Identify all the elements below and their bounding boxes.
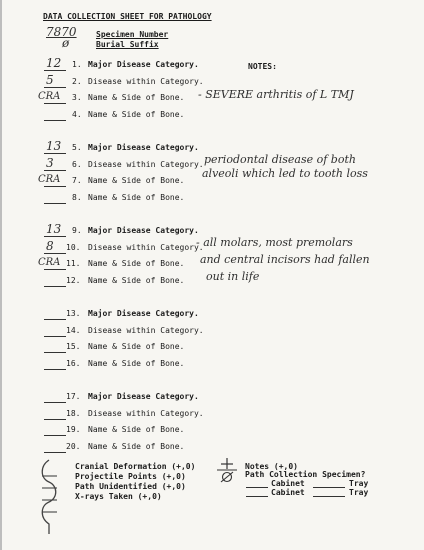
burial-suffix-value: ø <box>62 36 70 50</box>
projectile-points-label: Projectile Points (+,0) <box>75 472 186 481</box>
entry-line <box>44 120 66 121</box>
item-number: 19. <box>66 425 81 434</box>
entry-value: 13 <box>46 222 62 236</box>
item-number: 17. <box>66 392 81 401</box>
item-label: Name & Side of Bone. <box>88 358 185 368</box>
item-number: 4. <box>72 109 82 119</box>
item-number: 18. <box>66 408 81 418</box>
sheet-title: DATA COLLECTION SHEET FOR PATHOLOGY <box>43 12 212 21</box>
item-number: 8. <box>72 192 82 202</box>
item-number: 10. <box>66 242 81 252</box>
entry-value: CRA <box>38 174 61 185</box>
entry-value: 13 <box>46 139 62 153</box>
notes-flag-mark <box>215 456 239 484</box>
entry-line <box>44 452 66 453</box>
notes-header: NOTES: <box>248 62 277 71</box>
item-number: 11. <box>66 259 81 268</box>
item-label: Name & Side of Bone. <box>88 342 185 351</box>
handwritten-note: alveoli which led to tooth loss <box>202 167 368 180</box>
entry-line <box>44 369 66 370</box>
cabinet-blank-2 <box>246 496 268 497</box>
entry-line <box>44 402 66 403</box>
handwritten-note: and central incisors had fallen <box>200 253 370 266</box>
item-label: Disease within Category. <box>88 325 204 335</box>
cranial-deformation-label: Cranial Deformation (+,0) <box>75 462 196 471</box>
item-label: Major Disease Category. <box>88 60 199 69</box>
item-label: Major Disease Category. <box>88 392 199 401</box>
notes-flag-label: Notes (+,0) <box>245 462 298 471</box>
entry-line <box>44 352 66 353</box>
item-number: 6. <box>72 159 82 169</box>
cabinet-blank-1 <box>246 487 268 488</box>
handwritten-note: - all molars, most premolars <box>196 236 353 249</box>
entry-value: CRA <box>38 91 61 102</box>
entry-value: 5 <box>46 72 54 87</box>
item-label: Name & Side of Bone. <box>88 176 185 185</box>
entry-line <box>44 186 66 187</box>
entry-value: 8 <box>46 238 54 253</box>
scan-left-edge <box>0 0 2 550</box>
item-label: Major Disease Category. <box>88 226 199 235</box>
entry-line <box>44 336 66 337</box>
item-label: Name & Side of Bone. <box>88 259 185 268</box>
cabinet-label-1: Cabinet <box>271 479 305 488</box>
handwritten-note: - SEVERE arthritis of L TMJ <box>198 88 354 101</box>
item-number: 9. <box>72 226 82 235</box>
item-label: Disease within Category. <box>88 76 204 86</box>
entry-line <box>44 269 66 270</box>
item-label: Name & Side of Bone. <box>88 275 185 285</box>
entry-line <box>44 170 66 171</box>
path-collection-label: Path Collection Specimen? <box>245 470 366 479</box>
entry-value: CRA <box>38 257 61 268</box>
entry-line <box>44 319 66 320</box>
item-label: Major Disease Category. <box>88 309 199 318</box>
entry-line <box>44 286 66 287</box>
entry-line <box>44 153 66 154</box>
entry-value: 3 <box>46 155 54 170</box>
item-number: 2. <box>72 76 82 86</box>
item-number: 14. <box>66 325 81 335</box>
item-number: 13. <box>66 309 81 318</box>
handwritten-note: periodontal disease of both <box>204 153 356 166</box>
burial-suffix-label: Burial Suffix <box>96 40 159 49</box>
item-number: 16. <box>66 358 81 368</box>
specimen-number-value: 7870 <box>46 25 77 39</box>
item-number: 3. <box>72 93 82 102</box>
entry-line <box>44 253 66 254</box>
item-number: 5. <box>72 143 82 152</box>
specimen-number-label: Specimen Number <box>96 30 169 39</box>
entry-line <box>44 103 66 104</box>
entry-line <box>44 419 66 420</box>
entry-line <box>44 70 66 71</box>
tray-blank-2 <box>313 496 345 497</box>
entry-line <box>44 87 66 88</box>
entry-line <box>44 435 66 436</box>
handwritten-note: out in life <box>206 270 260 283</box>
tray-label-1: Tray <box>349 479 369 488</box>
item-label: Name & Side of Bone. <box>88 441 185 451</box>
cabinet-label-2: Cabinet <box>271 488 305 497</box>
tray-blank-1 <box>313 487 345 488</box>
entry-line <box>44 203 66 204</box>
item-label: Name & Side of Bone. <box>88 425 185 434</box>
item-number: 1. <box>72 60 82 69</box>
item-label: Disease within Category. <box>88 159 204 169</box>
footer-bracket-mark <box>36 458 62 536</box>
tray-label-2: Tray <box>349 488 369 497</box>
item-number: 12. <box>66 275 81 285</box>
entry-value: 12 <box>46 56 62 70</box>
xrays-taken-label: X-rays Taken (+,0) <box>75 492 162 501</box>
item-label: Name & Side of Bone. <box>88 192 185 202</box>
item-number: 20. <box>66 441 81 451</box>
item-label: Major Disease Category. <box>88 143 199 152</box>
item-number: 7. <box>72 176 82 185</box>
item-number: 15. <box>66 342 81 351</box>
item-label: Disease within Category. <box>88 408 204 418</box>
path-unidentified-label: Path Unidentified (+,0) <box>75 482 186 491</box>
item-label: Name & Side of Bone. <box>88 93 185 102</box>
entry-line <box>44 236 66 237</box>
item-label: Disease within Category. <box>88 242 204 252</box>
item-label: Name & Side of Bone. <box>88 109 185 119</box>
